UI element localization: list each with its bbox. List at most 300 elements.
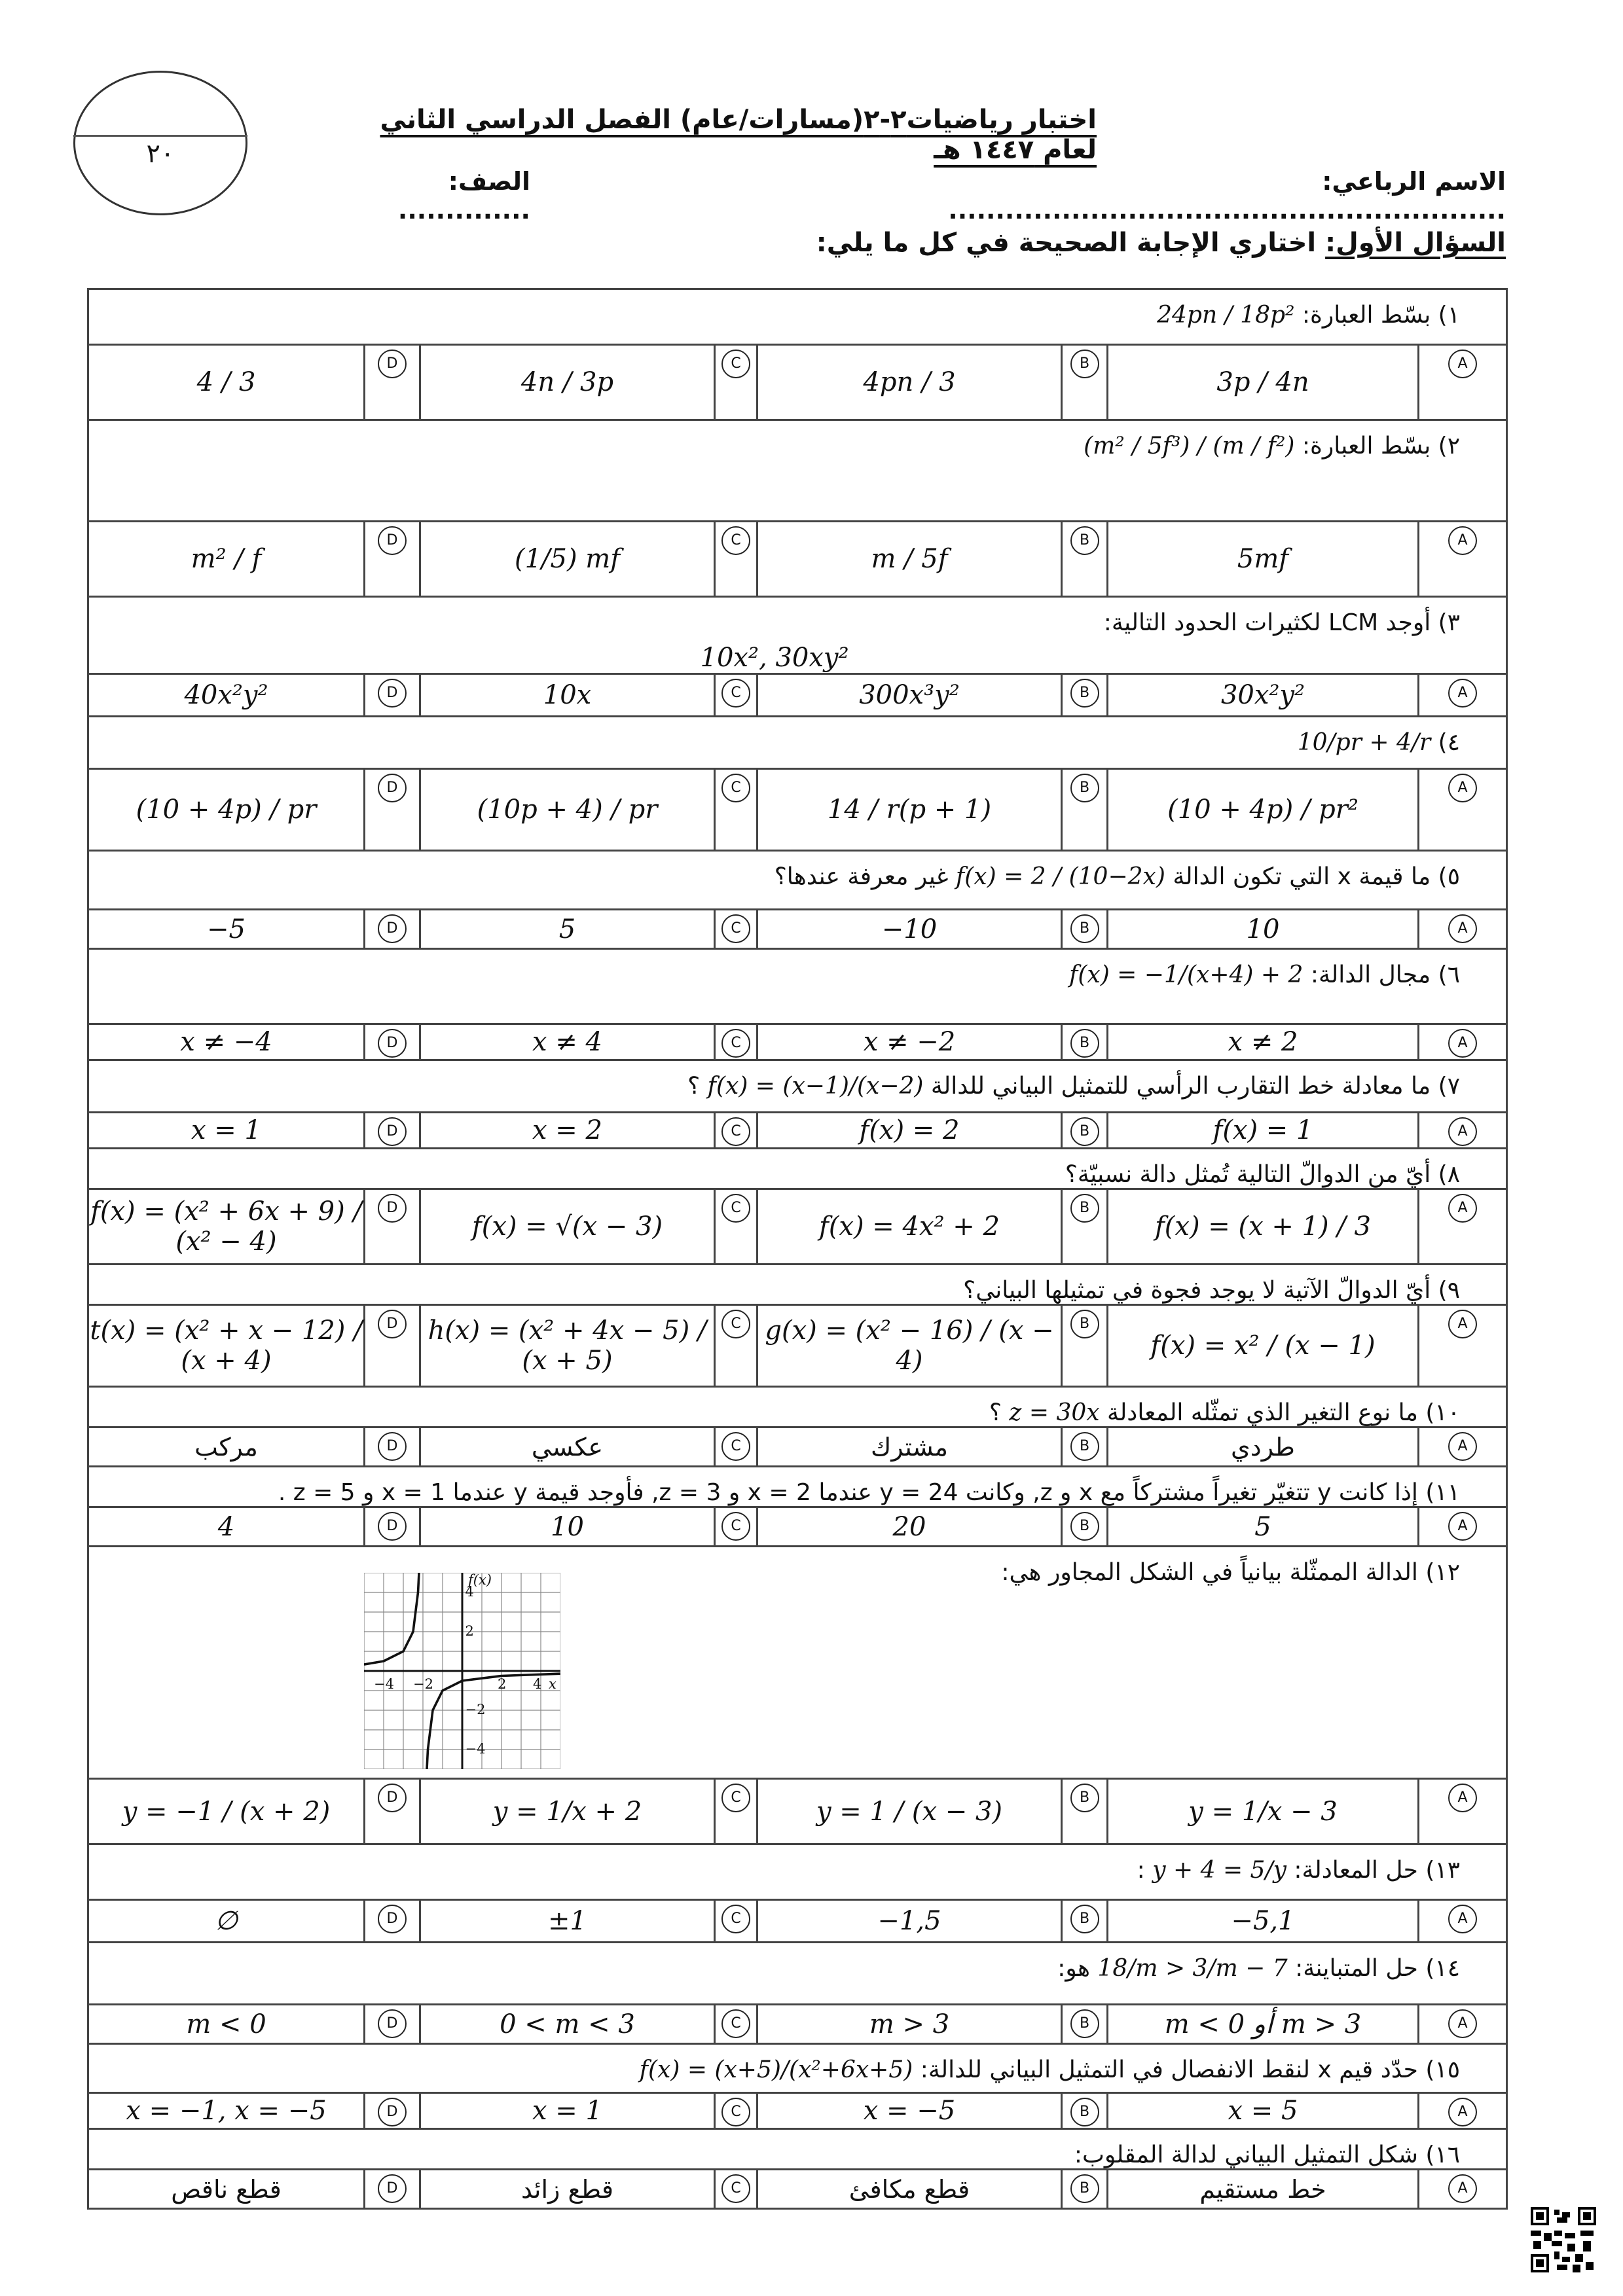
answer-bubble-icon[interactable]: D	[378, 1512, 407, 1541]
option-b-bubble[interactable]	[1062, 769, 1108, 851]
option-c-text[interactable]: عكسي	[420, 1427, 715, 1467]
option-b-bubble[interactable]	[1062, 1113, 1108, 1149]
option-c-text[interactable]: (1/5) mf	[420, 522, 715, 597]
question-prompt	[88, 420, 1507, 522]
answer-bubble-icon[interactable]: D	[378, 350, 407, 378]
question-text: إذا كانت y تتغيّر تغيراً مشتركاً مع x و z, وكانت y = 24 عندما x = 2 و z = 3, فأوجد قيمة y عندما x = 1 و z = 5 .	[278, 1479, 1418, 1506]
option-a-text[interactable]: −5,1	[1108, 1900, 1419, 1943]
option-c-text[interactable]: 10x	[420, 674, 715, 717]
option-d-bubble[interactable]	[365, 1779, 420, 1844]
question-number: ٣)	[1438, 609, 1461, 636]
answer-bubble-icon[interactable]: D	[378, 1194, 407, 1223]
answer-bubble-icon[interactable]: A	[1448, 2098, 1477, 2126]
answer-bubble-icon[interactable]: C	[721, 2098, 750, 2126]
answer-bubble-icon[interactable]: B	[1070, 1784, 1099, 1812]
question-prompt	[88, 1547, 1507, 1779]
option-d-bubble[interactable]	[365, 1427, 420, 1467]
question-text-after: ؟	[687, 1073, 701, 1100]
option-d-bubble[interactable]	[365, 1024, 420, 1060]
answer-bubble-icon[interactable]: A	[1448, 526, 1477, 555]
answer-bubble-icon[interactable]: B	[1070, 2098, 1099, 2126]
option-d-text[interactable]: (10 + 4p) / pr	[88, 769, 365, 851]
question-expression: 10x², 30xy²	[700, 643, 849, 673]
option-c-text[interactable]: h(x) = (x² + 4x − 5) / (x + 5)	[420, 1305, 715, 1387]
option-a-text[interactable]: f(x) = (x + 1) / 3	[1108, 1189, 1419, 1265]
option-b-bubble[interactable]	[1062, 2170, 1108, 2209]
option-d-text[interactable]: 4 / 3	[88, 345, 365, 420]
answer-bubble-icon[interactable]: A	[1448, 1029, 1477, 1058]
question-prompt	[88, 1149, 1507, 1189]
graph-chart	[364, 1573, 560, 1769]
answer-bubble-icon[interactable]: A	[1448, 679, 1477, 708]
answer-bubble-icon[interactable]: B	[1070, 2009, 1099, 2038]
option-c-bubble[interactable]	[715, 1189, 757, 1265]
option-b-text[interactable]: −10	[757, 910, 1062, 949]
option-a-bubble[interactable]	[1419, 769, 1507, 851]
option-a-bubble[interactable]	[1419, 1305, 1507, 1387]
question-prompt	[88, 1060, 1507, 1113]
answer-bubble-icon[interactable]: B	[1070, 1117, 1099, 1146]
answer-bubble-icon[interactable]: C	[721, 1194, 750, 1223]
option-d-bubble[interactable]	[365, 2005, 420, 2044]
option-c-text[interactable]: قطع زائد	[420, 2170, 715, 2209]
question-text: حدّد قيم x لنقط الانفصال في التمثيل البياني للدالة:	[920, 2056, 1418, 2083]
option-b-bubble[interactable]	[1062, 1024, 1108, 1060]
question-text: بسّط العبارة:	[1302, 302, 1431, 329]
question-prompt	[88, 597, 1507, 674]
answer-bubble-icon[interactable]: A	[1448, 350, 1477, 378]
option-c-text[interactable]: (10p + 4) / pr	[420, 769, 715, 851]
answer-bubble-icon[interactable]: C	[721, 2174, 750, 2203]
option-c-text[interactable]: 4n / 3p	[420, 345, 715, 420]
answer-bubble-icon[interactable]: C	[721, 679, 750, 708]
option-b-text[interactable]: x = −5	[757, 2093, 1062, 2129]
svg-text:f(x)	[467, 1573, 492, 1588]
answer-bubble-icon[interactable]: D	[378, 679, 407, 708]
option-b-bubble[interactable]	[1062, 674, 1108, 717]
answer-bubble-icon[interactable]: D	[378, 1784, 407, 1812]
question-prompt	[88, 1844, 1507, 1900]
option-d-text[interactable]: قطع ناقص	[88, 2170, 365, 2209]
option-c-text[interactable]: 0 < m < 3	[420, 2005, 715, 2044]
question-number: ٦)	[1438, 961, 1461, 988]
question-prompt	[88, 1387, 1507, 1427]
options-row	[88, 1779, 1507, 1844]
option-d-text[interactable]: m < 0	[88, 2005, 365, 2044]
option-a-text[interactable]: خط مستقيم	[1108, 2170, 1419, 2209]
answer-bubble-icon[interactable]: D	[378, 526, 407, 555]
question-row	[88, 1844, 1507, 1900]
option-a-bubble[interactable]	[1419, 522, 1507, 597]
option-d-bubble[interactable]	[365, 1189, 420, 1265]
question-text: ما نوع التغير الذي تمثّله المعادلة	[1107, 1399, 1418, 1426]
option-a-bubble[interactable]	[1419, 1113, 1507, 1149]
option-b-text[interactable]: 20	[757, 1507, 1062, 1547]
option-c-bubble[interactable]	[715, 2093, 757, 2129]
question-row	[88, 597, 1507, 674]
option-b-bubble[interactable]	[1062, 1427, 1108, 1467]
answer-bubble-icon[interactable]: C	[721, 1310, 750, 1338]
option-c-bubble[interactable]	[715, 1779, 757, 1844]
option-c-bubble[interactable]	[715, 1507, 757, 1547]
option-c-text[interactable]: y = 1/x + 2	[420, 1779, 715, 1844]
option-d-bubble[interactable]	[365, 2170, 420, 2209]
question-math: y + 4 = 5/y	[1152, 1857, 1286, 1884]
option-d-text[interactable]: −5	[88, 910, 365, 949]
svg-text:4	[533, 1676, 541, 1692]
option-d-text[interactable]: x = 1	[88, 1113, 365, 1149]
answer-bubble-icon[interactable]: D	[378, 1432, 407, 1461]
options-row	[88, 1507, 1507, 1547]
option-b-text[interactable]: f(x) = 4x² + 2	[757, 1189, 1062, 1265]
options-row	[88, 1427, 1507, 1467]
question-number: ١٢)	[1425, 1559, 1461, 1586]
answer-bubble-icon[interactable]: C	[721, 774, 750, 802]
option-a-text[interactable]: x = 5	[1108, 2093, 1419, 2129]
answer-bubble-icon[interactable]: D	[378, 2098, 407, 2126]
question-prompt	[88, 717, 1507, 769]
option-d-text[interactable]: f(x) = (x² + 6x + 9) / (x² − 4)	[88, 1189, 365, 1265]
answer-bubble-icon[interactable]: D	[378, 1905, 407, 1933]
options-row	[88, 674, 1507, 717]
options-row	[88, 2170, 1507, 2209]
option-c-bubble[interactable]	[715, 674, 757, 717]
option-d-text[interactable]: مركب	[88, 1427, 365, 1467]
question-row	[88, 851, 1507, 910]
option-d-bubble[interactable]	[365, 910, 420, 949]
option-d-bubble[interactable]	[365, 769, 420, 851]
option-b-text[interactable]: 4pn / 3	[757, 345, 1062, 420]
option-d-text[interactable]: x ≠ −4	[88, 1024, 365, 1060]
answer-bubble-icon[interactable]: A	[1448, 914, 1477, 943]
svg-text:−4	[374, 1676, 394, 1692]
answer-bubble-icon[interactable]: D	[378, 1310, 407, 1338]
question-number: ١٤)	[1425, 1955, 1461, 1982]
class-line[interactable]	[314, 167, 530, 224]
question-number: ١١)	[1425, 1479, 1461, 1506]
question-text: حل المعادلة:	[1294, 1857, 1418, 1884]
option-b-bubble[interactable]	[1062, 1779, 1108, 1844]
option-c-bubble[interactable]	[715, 1024, 757, 1060]
option-d-bubble[interactable]	[365, 2093, 420, 2129]
option-a-text[interactable]: 10	[1108, 910, 1419, 949]
question-prompt	[88, 1943, 1507, 2005]
options-row	[88, 1189, 1507, 1265]
question-math: f(x) = (x+5)/(x²+6x+5)	[639, 2056, 913, 2083]
question-math: f(x) = −1/(x+4) + 2	[1069, 961, 1304, 988]
question-row	[88, 717, 1507, 769]
question-number: ١٥)	[1425, 2056, 1461, 2083]
option-a-text[interactable]: m < 0 أو m > 3	[1108, 2005, 1419, 2044]
name-field[interactable]: ...........................................................	[948, 196, 1506, 224]
answer-bubble-icon[interactable]: B	[1070, 350, 1099, 378]
svg-text:−2	[413, 1676, 433, 1692]
option-d-text[interactable]: 4	[88, 1507, 365, 1547]
option-a-bubble[interactable]	[1419, 2005, 1507, 2044]
option-c-bubble[interactable]	[715, 910, 757, 949]
question-text-after: ؟	[989, 1399, 1002, 1426]
option-c-bubble[interactable]	[715, 522, 757, 597]
question-text: ما معادلة خط التقارب الرأسي للتمثيل البياني للدالة	[930, 1073, 1431, 1100]
option-b-bubble[interactable]	[1062, 522, 1108, 597]
answer-bubble-icon[interactable]: D	[378, 1117, 407, 1146]
options-row	[88, 1024, 1507, 1060]
question-row	[88, 1149, 1507, 1189]
option-d-bubble[interactable]	[365, 674, 420, 717]
option-b-text[interactable]: مشترك	[757, 1427, 1062, 1467]
option-a-bubble[interactable]	[1419, 674, 1507, 717]
question-math: 10/pr + 4/r	[1297, 729, 1431, 756]
question-text: أيّ من الدوالّ التالية تُمثل دالة نسبيّة؟	[1065, 1161, 1431, 1188]
question-row	[88, 420, 1507, 522]
answer-bubble-icon[interactable]: B	[1070, 1512, 1099, 1541]
question-text: الدالة الممثّلة بيانياً في الشكل المجاور هي:	[1001, 1559, 1418, 1586]
option-a-text[interactable]: x ≠ 2	[1108, 1024, 1419, 1060]
question-number: ١٣)	[1425, 1857, 1461, 1884]
answer-bubble-icon[interactable]: C	[721, 1512, 750, 1541]
score-total: ٢٠	[146, 139, 175, 169]
question-number: ٩)	[1438, 1277, 1461, 1304]
option-c-text[interactable]: f(x) = √(x − 3)	[420, 1189, 715, 1265]
section-label: السؤال الأول:	[1325, 228, 1506, 258]
question-number: ٨)	[1438, 1161, 1461, 1188]
option-b-text[interactable]: 14 / r(p + 1)	[757, 769, 1062, 851]
option-c-bubble[interactable]	[715, 345, 757, 420]
answer-bubble-icon[interactable]: A	[1448, 1784, 1477, 1812]
option-b-bubble[interactable]	[1062, 910, 1108, 949]
option-b-text[interactable]: m > 3	[757, 2005, 1062, 2044]
answer-bubble-icon[interactable]: C	[721, 350, 750, 378]
answer-bubble-icon[interactable]: B	[1070, 774, 1099, 802]
question-row	[88, 1943, 1507, 2005]
question-row	[88, 1265, 1507, 1305]
option-b-bubble[interactable]	[1062, 1900, 1108, 1943]
answer-bubble-icon[interactable]: D	[378, 914, 407, 943]
options-row	[88, 769, 1507, 851]
answer-bubble-icon[interactable]: A	[1448, 2174, 1477, 2203]
exam-table	[87, 288, 1508, 2210]
option-a-bubble[interactable]	[1419, 1427, 1507, 1467]
option-a-text[interactable]: y = 1/x − 3	[1108, 1779, 1419, 1844]
option-a-text[interactable]: 5	[1108, 1507, 1419, 1547]
question-row	[88, 289, 1507, 345]
option-a-bubble[interactable]	[1419, 1779, 1507, 1844]
option-c-text[interactable]: x = 2	[420, 1113, 715, 1149]
option-b-text[interactable]: x ≠ −2	[757, 1024, 1062, 1060]
option-d-text[interactable]: 40x²y²	[88, 674, 365, 717]
answer-bubble-icon[interactable]: A	[1448, 1905, 1477, 1933]
score-divider	[73, 135, 247, 137]
answer-bubble-icon[interactable]: B	[1070, 1905, 1099, 1933]
question-math: z = 30x	[1009, 1399, 1100, 1426]
question-row	[88, 2129, 1507, 2170]
option-d-bubble[interactable]	[365, 522, 420, 597]
options-row	[88, 1305, 1507, 1387]
answer-bubble-icon[interactable]: C	[721, 2009, 750, 2038]
question-prompt	[88, 851, 1507, 910]
option-c-bubble[interactable]	[715, 2170, 757, 2209]
option-b-bubble[interactable]	[1062, 1507, 1108, 1547]
svg-text:x	[549, 1676, 556, 1692]
question-prompt	[88, 949, 1507, 1024]
qr-code-icon	[1531, 2207, 1596, 2272]
question-math: 24pn / 18p²	[1157, 302, 1295, 329]
option-c-text[interactable]: 10	[420, 1507, 715, 1547]
option-b-bubble[interactable]	[1062, 1305, 1108, 1387]
option-b-bubble[interactable]	[1062, 2005, 1108, 2044]
option-b-text[interactable]: 300x³y²	[757, 674, 1062, 717]
answer-bubble-icon[interactable]: C	[721, 1117, 750, 1146]
option-a-text[interactable]: 3p / 4n	[1108, 345, 1419, 420]
option-d-text[interactable]: t(x) = (x² + x − 12) / (x + 4)	[88, 1305, 365, 1387]
option-a-bubble[interactable]	[1419, 910, 1507, 949]
question-number: ٧)	[1438, 1073, 1461, 1100]
option-c-text[interactable]: 5	[420, 910, 715, 949]
option-c-bubble[interactable]	[715, 1427, 757, 1467]
section-heading	[786, 228, 1506, 258]
option-d-bubble[interactable]	[365, 345, 420, 420]
student-name-line[interactable]	[943, 167, 1506, 224]
option-a-bubble[interactable]	[1419, 2170, 1507, 2209]
option-c-text[interactable]: x = 1	[420, 2093, 715, 2129]
option-d-bubble[interactable]	[365, 1305, 420, 1387]
question-text: ما قيمة x التي تكون الدالة	[1173, 863, 1431, 890]
option-a-text[interactable]: (10 + 4p) / pr²	[1108, 769, 1419, 851]
option-a-bubble[interactable]	[1419, 1900, 1507, 1943]
question-text: مجال الدالة:	[1310, 961, 1431, 988]
question-number: ٥)	[1438, 863, 1461, 890]
option-b-text[interactable]: y = 1 / (x − 3)	[757, 1779, 1062, 1844]
answer-bubble-icon[interactable]: C	[721, 1905, 750, 1933]
class-label: الصف:	[448, 167, 530, 196]
option-d-text[interactable]: m² / f	[88, 522, 365, 597]
question-row	[88, 1547, 1507, 1779]
answer-bubble-icon[interactable]: A	[1448, 1432, 1477, 1461]
question-prompt	[88, 1467, 1507, 1507]
option-b-text[interactable]: قطع مكافئ	[757, 2170, 1062, 2209]
question-prompt	[88, 2044, 1507, 2093]
option-a-text[interactable]: f(x) = 1	[1108, 1113, 1419, 1149]
answer-bubble-icon[interactable]: A	[1448, 1310, 1477, 1338]
answer-bubble-icon[interactable]: B	[1070, 914, 1099, 943]
answer-bubble-icon[interactable]: B	[1070, 1310, 1099, 1338]
options-row	[88, 1900, 1507, 1943]
option-b-bubble[interactable]	[1062, 345, 1108, 420]
answer-bubble-icon[interactable]: D	[378, 2009, 407, 2038]
answer-bubble-icon[interactable]: D	[378, 2174, 407, 2203]
option-b-text[interactable]: g(x) = (x² − 16) / (x − 4)	[757, 1305, 1062, 1387]
answer-bubble-icon[interactable]: D	[378, 1029, 407, 1058]
question-text-after: هو:	[1057, 1955, 1090, 1982]
option-b-text[interactable]: f(x) = 2	[757, 1113, 1062, 1149]
svg-text:−2	[465, 1702, 486, 1717]
question-row	[88, 949, 1507, 1024]
options-row	[88, 1113, 1507, 1149]
question-text: شكل التمثيل البياني لدالة المقلوب:	[1074, 2142, 1418, 2168]
answer-bubble-icon[interactable]: C	[721, 526, 750, 555]
options-row	[88, 345, 1507, 420]
question-row	[88, 1387, 1507, 1427]
option-b-bubble[interactable]	[1062, 1189, 1108, 1265]
option-a-text[interactable]: 5mf	[1108, 522, 1419, 597]
options-row	[88, 2093, 1507, 2129]
option-c-text[interactable]: x ≠ 4	[420, 1024, 715, 1060]
answer-bubble-icon[interactable]: B	[1070, 526, 1099, 555]
answer-bubble-icon[interactable]: C	[721, 1029, 750, 1058]
answer-bubble-icon[interactable]: B	[1070, 1194, 1099, 1223]
option-d-text[interactable]: x = −1, x = −5	[88, 2093, 365, 2129]
answer-bubble-icon[interactable]: C	[721, 914, 750, 943]
question-number: ١٦)	[1425, 2142, 1461, 2168]
option-a-bubble[interactable]	[1419, 1507, 1507, 1547]
option-c-bubble[interactable]	[715, 1900, 757, 1943]
option-c-bubble[interactable]	[715, 1113, 757, 1149]
option-c-text[interactable]: ±1	[420, 1900, 715, 1943]
question-prompt	[88, 2129, 1507, 2170]
options-row	[88, 522, 1507, 597]
option-d-bubble[interactable]	[365, 1507, 420, 1547]
name-label: الاسم الرباعي:	[1322, 167, 1506, 196]
answer-bubble-icon[interactable]: B	[1070, 2174, 1099, 2203]
answer-bubble-icon[interactable]: A	[1448, 1117, 1477, 1146]
class-field[interactable]: ..............	[397, 196, 530, 224]
answer-bubble-icon[interactable]: B	[1070, 1432, 1099, 1461]
question-number: ١)	[1438, 302, 1461, 329]
question-text: حل المتباينة:	[1295, 1955, 1418, 1982]
question-text-after: :	[1137, 1857, 1145, 1884]
option-d-text[interactable]: y = −1 / (x + 2)	[88, 1779, 365, 1844]
answer-bubble-icon[interactable]: C	[721, 1432, 750, 1461]
answer-bubble-icon[interactable]: A	[1448, 774, 1477, 802]
answer-bubble-icon[interactable]: D	[378, 774, 407, 802]
question-row	[88, 1060, 1507, 1113]
options-row	[88, 910, 1507, 949]
option-a-bubble[interactable]	[1419, 1024, 1507, 1060]
option-a-bubble[interactable]	[1419, 1189, 1507, 1265]
option-a-text[interactable]: f(x) = x² / (x − 1)	[1108, 1305, 1419, 1387]
answer-bubble-icon[interactable]: A	[1448, 2009, 1477, 2038]
option-b-text[interactable]: m / 5f	[757, 522, 1062, 597]
option-d-bubble[interactable]	[365, 1900, 420, 1943]
option-a-text[interactable]: طردي	[1108, 1427, 1419, 1467]
option-c-bubble[interactable]	[715, 2005, 757, 2044]
svg-text:2	[465, 1623, 474, 1639]
option-b-bubble[interactable]	[1062, 2093, 1108, 2129]
question-text: بسّط العبارة:	[1302, 433, 1431, 459]
answer-bubble-icon[interactable]: B	[1070, 679, 1099, 708]
answer-bubble-icon[interactable]: B	[1070, 1029, 1099, 1058]
question-text: أيّ الدوالّ الآتية لا يوجد فجوة في تمثيلها البياني؟	[963, 1277, 1431, 1304]
option-b-text[interactable]: −1,5	[757, 1900, 1062, 1943]
option-d-text[interactable]: ∅	[88, 1900, 365, 1943]
answer-bubble-icon[interactable]: C	[721, 1784, 750, 1812]
option-d-bubble[interactable]	[365, 1113, 420, 1149]
option-c-bubble[interactable]	[715, 1305, 757, 1387]
question-row	[88, 2044, 1507, 2093]
option-c-bubble[interactable]	[715, 769, 757, 851]
answer-bubble-icon[interactable]: A	[1448, 1194, 1477, 1223]
option-a-bubble[interactable]	[1419, 2093, 1507, 2129]
question-text: أوجد LCM لكثيرات الحدود التالية:	[1103, 609, 1431, 636]
question-math: 18/m > 3/m − 7	[1097, 1955, 1288, 1982]
question-prompt	[88, 289, 1507, 345]
question-text-after: غير معرفة عندها؟	[774, 863, 949, 890]
question-number: ٤)	[1438, 729, 1461, 756]
svg-text:−4	[465, 1741, 486, 1757]
answer-bubble-icon[interactable]: A	[1448, 1512, 1477, 1541]
option-a-bubble[interactable]	[1419, 345, 1507, 420]
option-a-text[interactable]: 30x²y²	[1108, 674, 1419, 717]
